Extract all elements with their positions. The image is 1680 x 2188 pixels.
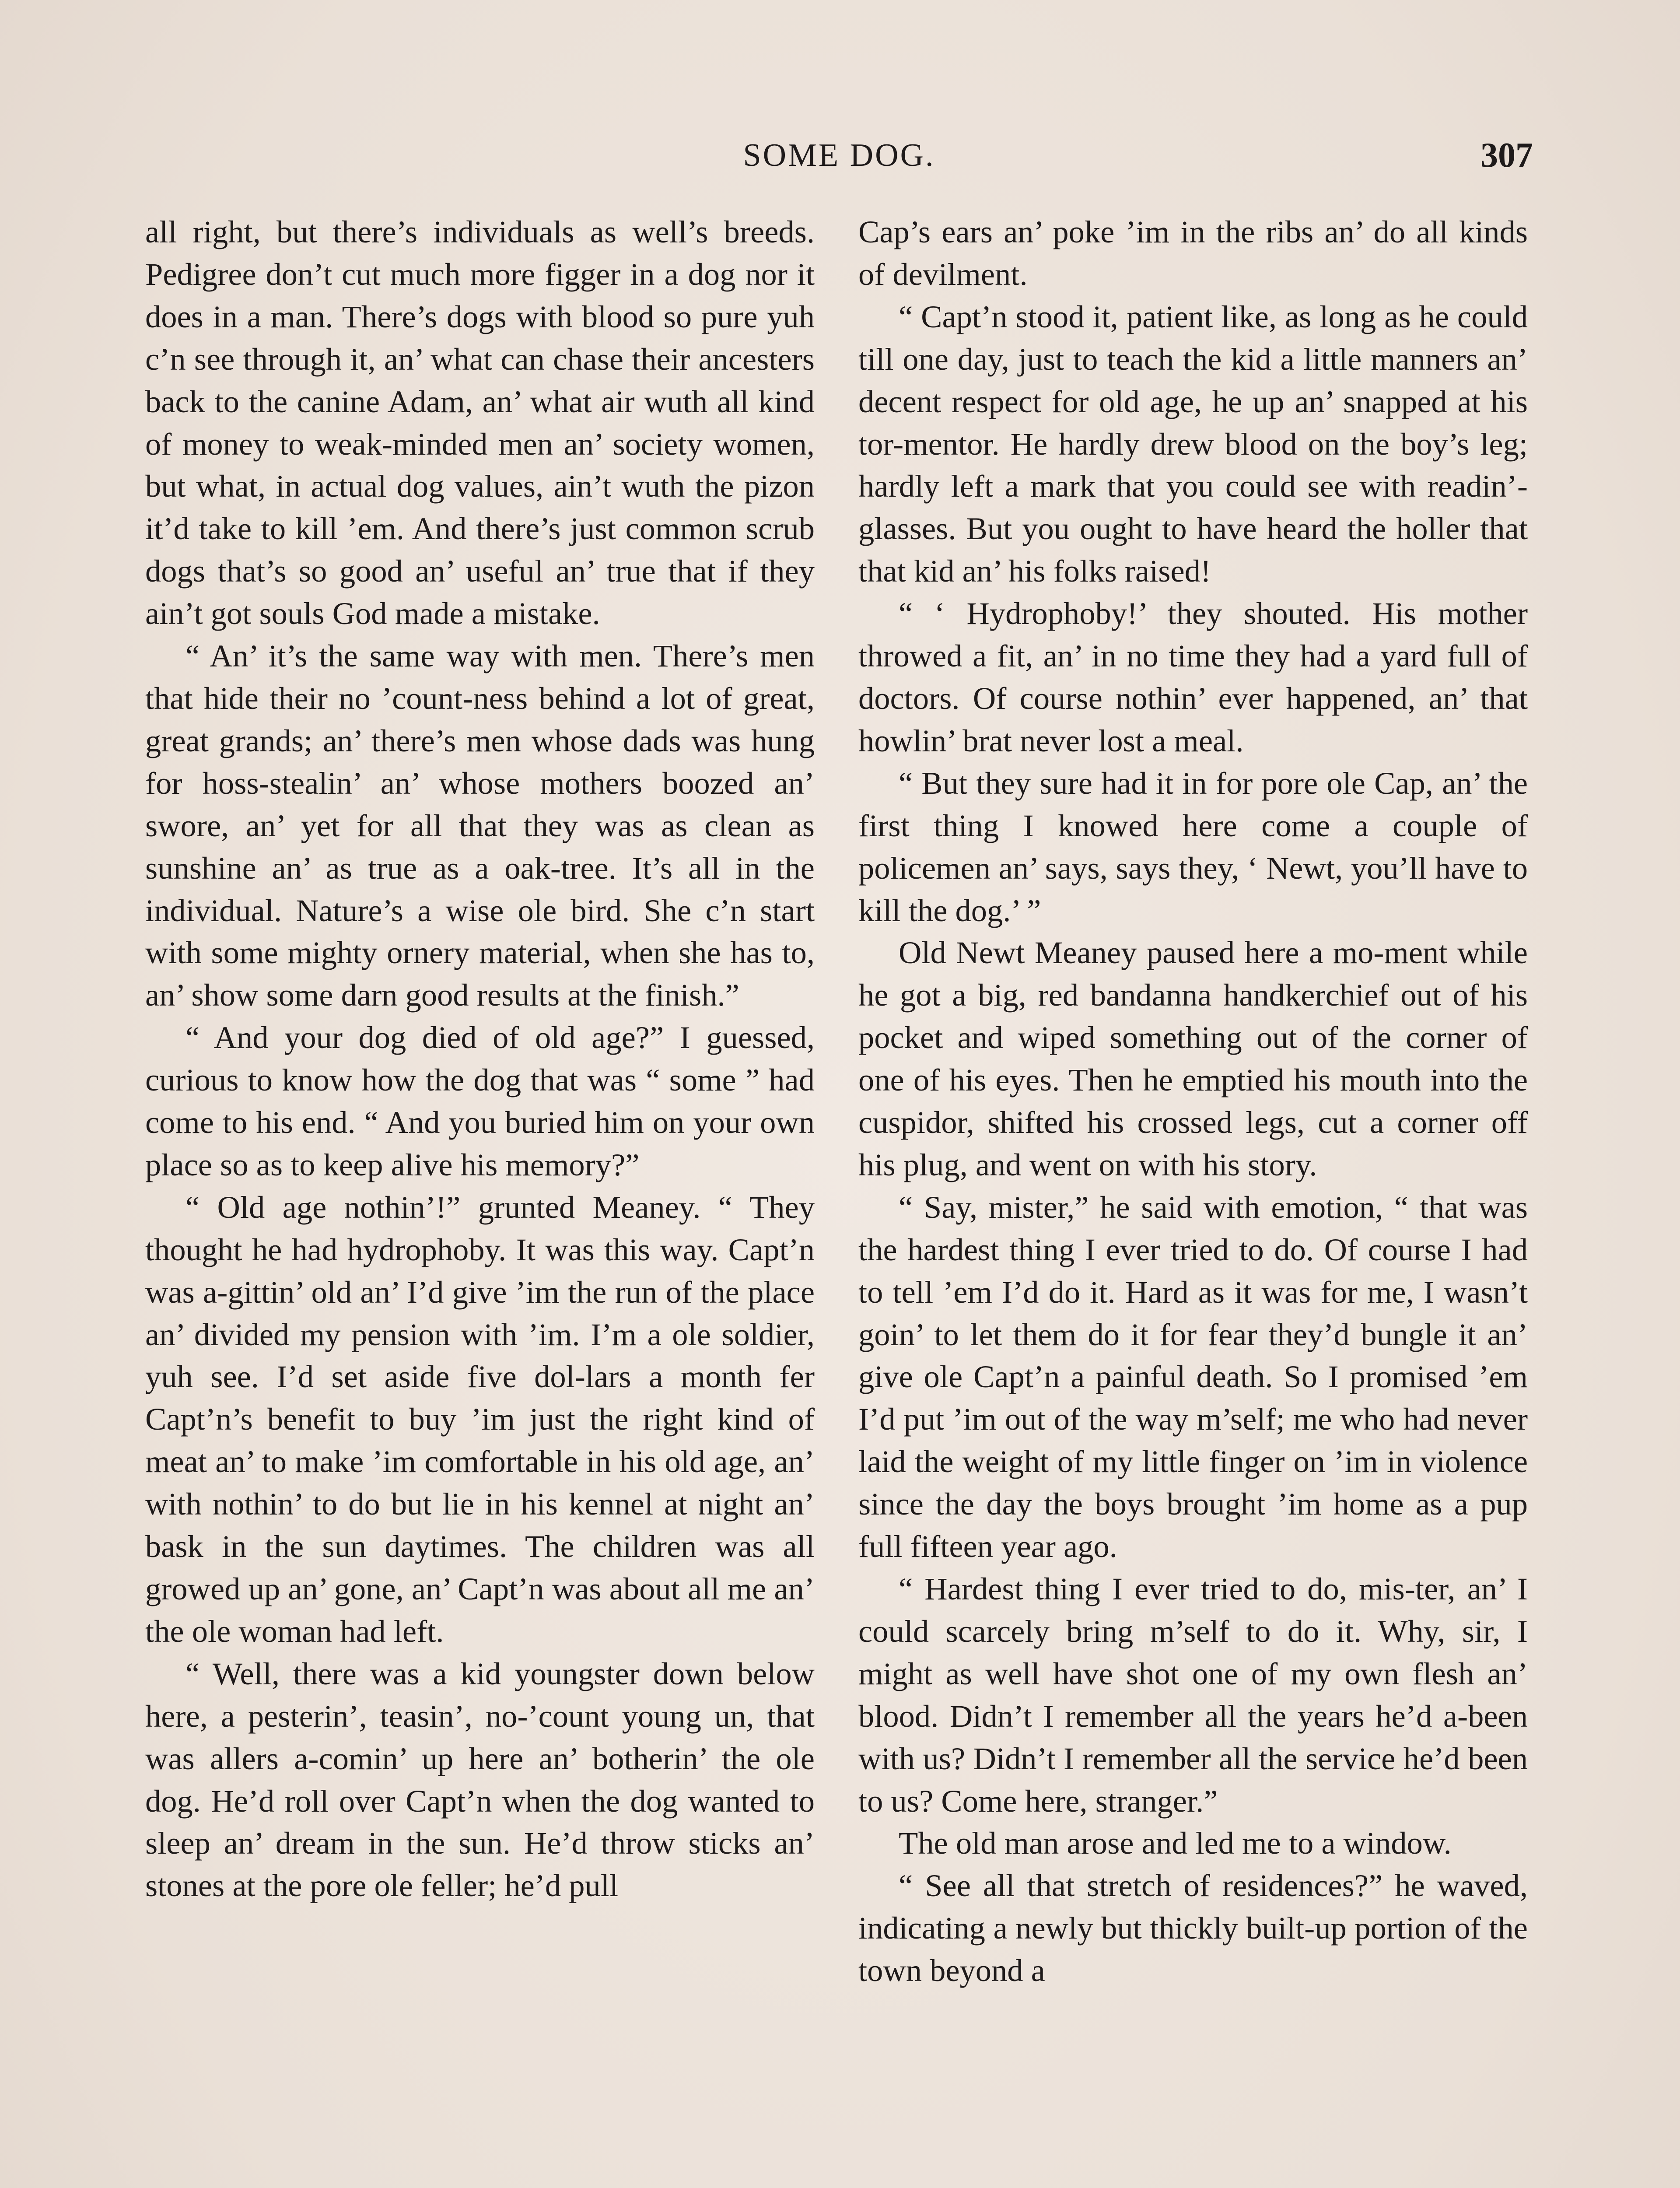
running-head (145, 131, 1533, 179)
paragraph: “ Say, mister,” he said with emotion, “ that was the hardest thing I ever tried to do. Of course I had to tell ’em I’d do it. Hard as it was for me, I wasn’t goin’ to let them do it for fear they’d bungle it an’ give ole Capt’n a painful death. So I promised ’em I’d put ’im out of the way m’self; me who had never laid the weight of my little finger on ’im in violence since the day the boys brought ’im home as a pup full fifteen year ago. (858, 1189, 1528, 1564)
paragraph: Cap’s ears an’ poke ’im in the ribs an’ do all kinds of devilment. (858, 214, 1528, 292)
paragraph: “ Well, there was a kid youngster down below here, a pesterin’, teasin’, no-’count young un, that was allers a-comin’ up here an’ botherin’ the ole dog. He’d roll over Capt’n when the dog wanted to sleep an’ dream in the sun. He’d throw sticks an’ stones at the pore ole feller; he’d pull (145, 1655, 815, 1904)
chapter-title: SOME DOG. (743, 137, 935, 173)
right-column (858, 211, 1528, 1992)
paragraph: “ An’ it’s the same way with men. There’s men that hide their no ’count-ness behind a lot of great, great grands; an’ there’s men whose dads was hung for hoss-stealin’ an’ whose mothers boozed an’ swore, an’ yet for all that they was as clean as sunshine an’ as true as a oak-tree. It’s all in the individual. Nature’s a wise ole bird. She c’n start with some mighty ornery material, when she has to, an’ show some darn good results at the finish.” (145, 638, 815, 1013)
paragraph: all right, but there’s individuals as well’s breeds. Pedigree don’t cut much more figger in a dog nor it does in a man. There’s dogs with blood so pure yuh c’n see through it, an’ what can chase their ancesters back to the canine Adam, an’ what air wuth all kind of money to weak-minded men an’ society women, but what, in actual dog values, ain’t wuth the pizon it’d take to kill ’em. And there’s just common scrub dogs that’s so good an’ useful an’ true that if they ain’t got souls God made a mistake. (145, 214, 815, 631)
paragraph: “ See all that stretch of residences?” he waved, indicating a newly but thickly built-up portion of the town beyond a (858, 1868, 1528, 1988)
paragraph: “ Hardest thing I ever tried to do, mis-ter, an’ I could scarcely bring m’self to do it. Why, sir, I might as well have shot one of my own flesh an’ blood. Didn’t I remember all the years he’d a-been with us? Didn’t I remember all the service he’d been to us? Come here, stranger.” (858, 1571, 1528, 1819)
left-column (145, 211, 815, 1907)
paragraph: Old Newt Meaney paused here a mo-ment while he got a big, red bandanna handkerchief out of his pocket and wiped something out of the corner of one of his eyes. Then he emptied his mouth into the cuspidor, shifted his crossed legs, cut a corner off his plug, and went on with his story. (858, 935, 1528, 1182)
page-number: 307 (1480, 136, 1533, 175)
paragraph: The old man arose and led me to a window. (899, 1825, 1452, 1861)
paragraph: “ ‘ Hydrophoby!’ they shouted. His mother throwed a fit, an’ in no time they had a yard full of doctors. Of course nothin’ ever happened, an’ that howlin’ brat never lost a meal. (858, 596, 1528, 758)
paragraph: “ And your dog died of old age?” I guessed, curious to know how the dog that was “ some ” had come to his end. “ And you buried him on your own place so as to keep alive his memory?” (145, 1020, 815, 1182)
paragraph: “ But they sure had it in for pore ole Cap, an’ the first thing I knowed here come a couple of policemen an’ says, says they, ‘ Newt, you’ll have to kill the dog.’ ” (858, 765, 1528, 928)
paragraph: “ Old age nothin’!” grunted Meaney. “ They thought he had hydrophoby. It was this way. Capt’n was a-gittin’ old an’ I’d give ’im the run of the place an’ divided my pension with ’im. I’m a ole soldier, yuh see. I’d set aside five dol-lars a month fer Capt’n’s benefit to buy ’im just the right kind of meat an’ to make ’im comfortable in his old age, an’ with nothin’ to do but lie in his kennel at night an’ bask in the sun daytimes. The children was all growed up an’ gone, an’ Capt’n was about all me an’ the ole woman had left. (145, 1189, 815, 1649)
paragraph: “ Capt’n stood it, patient like, as long as he could till one day, just to teach the kid a little manners an’ decent respect for old age, he up an’ snapped at his tor-mentor. He hardly drew blood on the boy’s leg; hardly left a mark that you could see with readin’-glasses. But you ought to have heard the holler that that kid an’ his folks raised! (858, 298, 1528, 589)
